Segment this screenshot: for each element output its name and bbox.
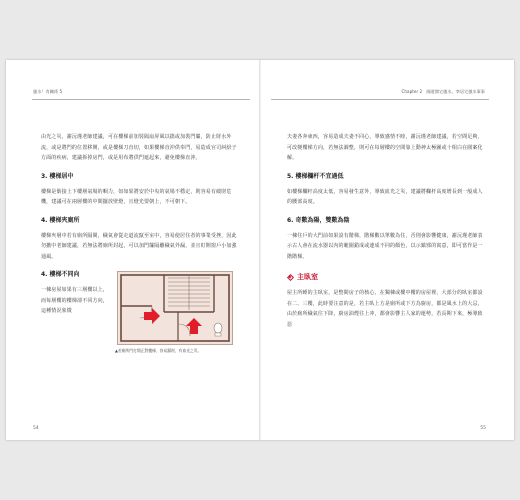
paragraph-odd-even-steps: 一棟住戶的大門前如果設有階梯，階梯數以單數為住，否則會影響健康，謝沅瑾老師表示古人會在流水器以內的範圍錯成或連成不同的顏色，以示鎮邪的寓意，即可當作是一階階梯。 (287, 232, 483, 260)
paragraph-railing-height: 如樓梯欄杆高度太低，容易發生意外，導致血光之災，建議將欄杆高度增長到一般成人的腰部高度。 (287, 188, 483, 205)
right-page (287, 132, 483, 338)
heading-odd-even-steps: 6. 奇數為陽，雙數為陰 (287, 216, 350, 224)
book-gutter (259, 60, 261, 440)
heading-railing-height: 5. 樓梯欄杆不宜過低 (287, 172, 344, 180)
page-number-right: 55 (480, 426, 486, 431)
section-title-master-bedroom: 主臥室 (297, 273, 318, 281)
floorplan-figure (117, 271, 233, 345)
paragraph-stairs-direction: 一棟房屋如果有三層樓以上，而每層樓的樓梯卻不同方向，這種情況象徵 (41, 287, 108, 314)
heading-stairs-toilet: 4. 樓梯夾廁所 (41, 216, 80, 224)
diamond-icon (287, 274, 293, 280)
section-master-bedroom-header (287, 272, 483, 282)
right-intro-paragraph: 夫妻各奔東西，容易造成夫妻不同心，導致感情不睦，謝沅瑾老師建議，若空間足夠，可改變樓梯方向，若無法調整，則可在每層樓的空間靠上動神太極圖或十相白在圓案化解。 (287, 134, 483, 161)
paragraph-master-bedroom: 屋主所睡的主臥室，是整間房子的核心，在獨棟或樓中樓的房屋裡，大部分的臥室都設在二、三樓，此時要注意的是，若主臥上方是廁所或下方為廚房，都是風水上的大忌，由於廁所穢氣往下降，廚房油煙往上冲，都會影響主人家的運勢，若長期下來，極導致惡 (287, 290, 483, 328)
header-rule-right (271, 99, 489, 100)
paragraph-stairs-toilet: 樓梯夾層中若有廁所隔間，穢氣會從走道流竄至室中，容易使居住者的事業受挫，因此勿撤中老師建議，若無法將廁所封起，可以加門簾隔離穢氣外漏，並且盯開窗戶小加強通風。 (41, 232, 237, 260)
figure-caption: ▲若廁所門打開正對樓梯，容易漏財，有血光之災。 (115, 348, 202, 353)
page-number-left: 54 (33, 426, 39, 431)
header-rule-left (32, 99, 250, 100)
running-header-right: Chapter 2 國道開宅風水，李居宅風水事事 (401, 89, 485, 94)
paragraph-stairs-center: 樓梯是銜接上下樓層氣場的咽力，如如果將安於中央的氣場不穩定，則容易有破財危機，建議可在兩層樓的中間擺放壁燈，且燈光要朝上，不可朝下。 (41, 188, 232, 205)
running-header-left: 風水！有關係 5 (33, 89, 63, 94)
left-page (41, 132, 237, 353)
figure-wrap (41, 285, 237, 353)
floorplan-illustration (118, 272, 232, 344)
heading-stairs-center: 3. 樓梯居中 (41, 172, 74, 180)
book-spread (6, 60, 514, 440)
heading-stairs-direction: 4. 樓梯不同向 (41, 271, 80, 278)
left-intro-paragraph: 由光之災，謝沅瑾老師建議，可在樓梯前加裝隔扇屏風以擋或加裝門簾，防止財水外流，或是將門的位置移開，或是樓梯刀直切，如果樓梯直沖供奉門，易造成官司糾紛子方面的疾病，建議拆掉房門，或是用布將供門遮起來，避免樓梯直沖。 (41, 134, 237, 161)
